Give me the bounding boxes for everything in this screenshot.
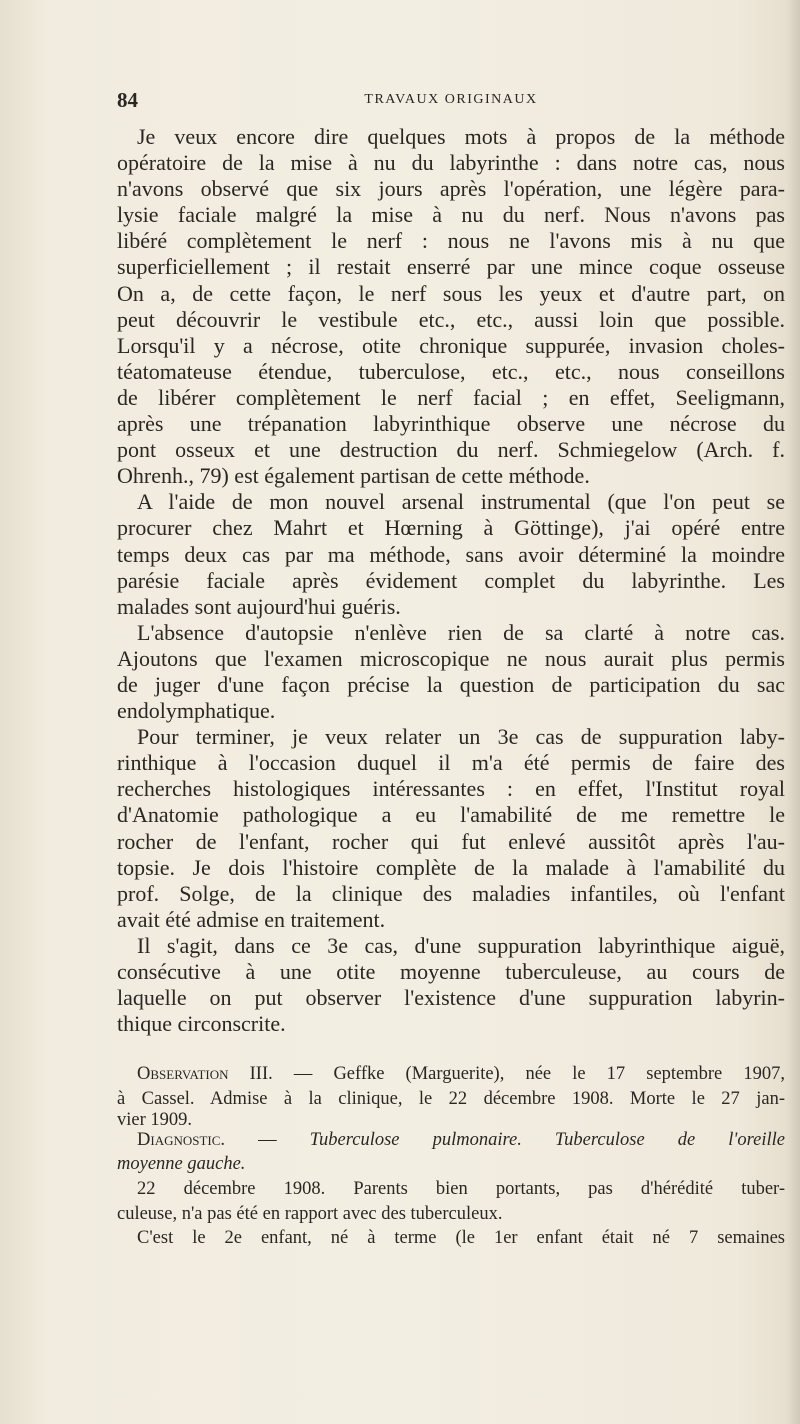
text-line: topsie. Je dois l'histoire complète de la malade à l'amabilité du (117, 854, 785, 880)
text-line: vier 1909. (117, 1111, 193, 1128)
text-line: à Cassel. Admise à la clinique, le 22 décembre 1908. Morte le 27 jan- (117, 1088, 785, 1109)
observation-patient: — Geffke (Marguerite), née le 17 septembre 1907, (272, 1064, 785, 1085)
text-line: Ajoutons que l'examen microscopique ne nous aurait plus permis (117, 645, 785, 671)
text-line: de libérer complètement le nerf facial ; en effet, Seeligmann, (117, 384, 785, 410)
page-number: 84 (117, 88, 138, 112)
page-edge-shadow (786, 0, 800, 1424)
section-gap (117, 1037, 785, 1062)
text-line: A l'aide de mon nouvel arsenal instrumental (que l'on peut se (137, 489, 785, 515)
text-line: superficiellement ; il restait enserré par une mince coque osseuse (117, 254, 785, 280)
text-line: Pour terminer, je veux relater un 3e cas de suppuration laby- (137, 724, 785, 750)
text-line: après une trépanation labyrinthique observe une nécrose du (117, 411, 785, 437)
text-line: parésie faciale après évidement complet du labyrinthe. Les (117, 567, 785, 593)
text-line: C'est le 2e enfant, né à terme (le 1er enfant était né 7 semaines (137, 1228, 785, 1249)
text-line: temps deux cas par ma méthode, sans avoir déterminé la moindre (117, 541, 785, 567)
text-line: laquelle on put observer l'existence d'une suppuration labyrin- (117, 985, 785, 1011)
observation-block (117, 1062, 785, 1251)
text-line: libéré complètement le nerf : nous ne l'avons mis à nu que (117, 228, 785, 254)
text-line: pont osseux et une destruction du nerf. Schmiegelow (Arch. f. (117, 437, 785, 463)
text-line: thique circonscrite. (117, 1011, 286, 1037)
observation-title-line (117, 1062, 785, 1087)
text-line: 22 décembre 1908. Parents bien portants, pas d'hérédité tuber- (137, 1179, 785, 1200)
page-header (117, 88, 785, 118)
diagnostic-label: Diagnostic. (137, 1129, 226, 1150)
text-line: n'avons observé que six jours après l'opération, une légère para- (117, 176, 785, 202)
text-line: de juger d'une façon précise la question de participation du sac (117, 671, 785, 697)
text-line: malades sont aujourd'hui guéris. (117, 593, 401, 619)
text-line: Je veux encore dire quelques mots à propos de la méthode (137, 124, 785, 149)
observation-heading: Observation III. (137, 1064, 273, 1085)
text-line: Lorsqu'il y a nécrose, otite chronique suppurée, invasion choles- (117, 332, 785, 358)
diagnostic-text: Tuberculose pulmonaire. Tuberculose de l'oreille (309, 1129, 785, 1150)
text-line: lysie faciale malgré la mise à nu du nerf. Nous n'avons pas (117, 202, 785, 228)
text-line: avait été admise en traitement. (117, 906, 386, 932)
text-line: procurer chez Mahrt et Hœrning à Göttinge), j'ai opéré entre (117, 515, 785, 541)
text-line: endolymphatique. (117, 698, 276, 724)
text-line: culeuse, n'a pas été en rapport avec des tuberculeux. (117, 1203, 503, 1224)
main-text (117, 124, 785, 1251)
diagnostic-dash: — (225, 1129, 310, 1150)
text-line: prof. Solge, de la clinique des maladies infantiles, où l'enfant (117, 880, 785, 906)
paragraph-suppuration (117, 933, 785, 1037)
text-line: peut découvrir le vestibule etc., etc., aussi loin que possible. (117, 306, 785, 332)
diagnostic-text-2: moyenne gauche. (117, 1154, 246, 1175)
text-line: Ohrenh., 79) est également partisan de cette méthode. (117, 463, 590, 489)
text-line: On a, de cette façon, le nerf sous les yeux et d'autre part, on (117, 280, 785, 306)
text-line: d'Anatomie pathologique a eu l'amabilité de me remettre le (117, 802, 785, 828)
running-head: TRAVAUX ORIGINAUX (364, 92, 538, 107)
paragraph-third-case (117, 724, 785, 933)
paragraph-arsenal (117, 489, 785, 619)
paragraph-method (117, 124, 785, 489)
text-line: opératoire de la mise à nu du labyrinthe : dans notre cas, nous (117, 150, 785, 176)
paragraph-autopsy (117, 620, 785, 724)
diagnostic-line-2 (117, 1152, 785, 1177)
text-line: rocher de l'enfant, rocher qui fut enlevé aussitôt après l'au- (117, 828, 785, 854)
text-line: téatomateuse étendue, tuberculose, etc., etc., nous conseillons (117, 358, 785, 384)
diagnostic-line (117, 1128, 785, 1153)
text-line: recherches histologiques intéressantes : en effet, l'Institut royal (117, 776, 785, 802)
text-line: L'absence d'autopsie n'enlève rien de sa clarté à notre cas. (137, 619, 785, 645)
text-line: rinthique à l'occasion duquel il m'a été permis de faire des (117, 750, 785, 776)
text-line: Il s'agit, dans ce 3e cas, d'une suppuration labyrinthique aiguë, (137, 932, 785, 958)
text-line: consécutive à une otite moyenne tuberculeuse, au cours de (117, 959, 785, 984)
